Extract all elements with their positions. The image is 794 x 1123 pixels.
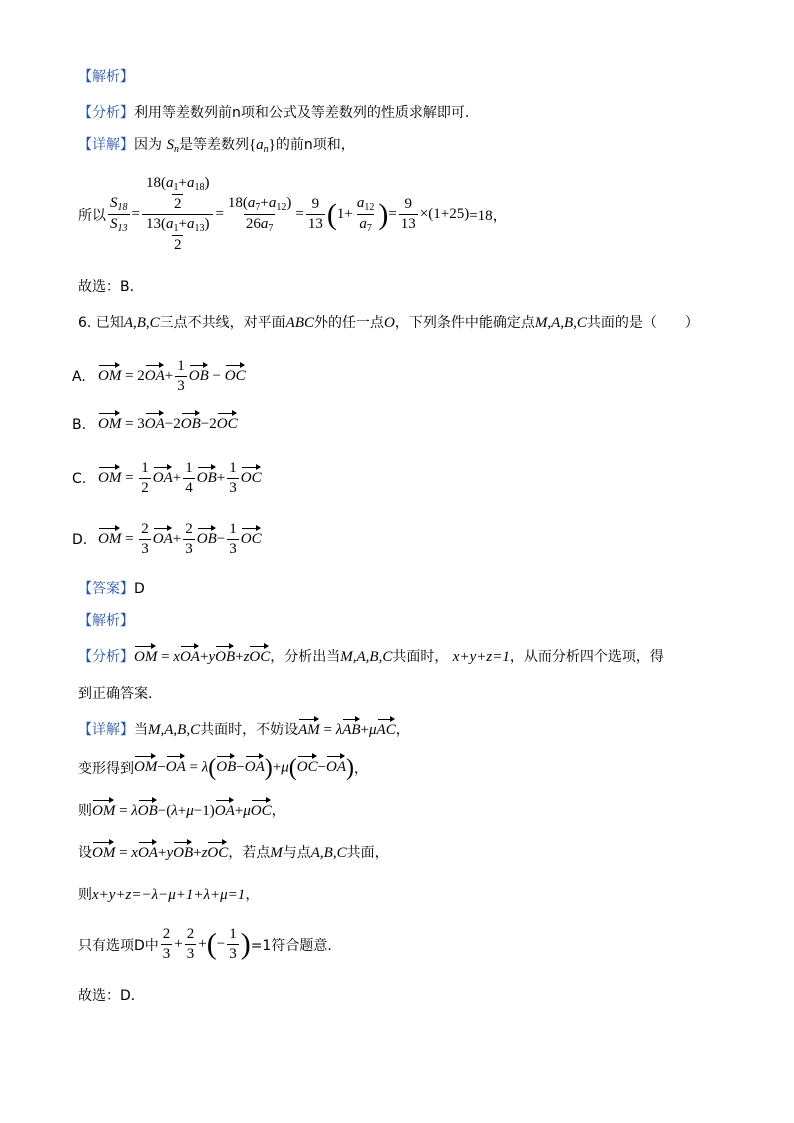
- q6-fenxi-formula: OM = xOA+yOB+zOC: [134, 649, 271, 665]
- q6-answer: [78, 578, 145, 598]
- xiangjie-tag: 【详解】: [78, 137, 134, 153]
- result-tail: =18，: [469, 208, 508, 224]
- option-b-formula: OM = 3OA−2OB−2OC: [98, 416, 238, 432]
- xj4-mid: ，若点: [228, 845, 271, 861]
- option-c-formula: OM = $\frac{1}{2}$ OA+ $\frac{1}{4}$ OB+ $\frac{1}{3}$ OC: [98, 460, 262, 496]
- q6-fenxi-line2: 到正确答案.: [78, 686, 153, 702]
- q6-stem-o: O: [384, 315, 395, 331]
- xj1-pre: 当: [134, 722, 148, 738]
- xj4-mid2: 与点: [282, 845, 311, 861]
- q6-stem-mid1: 三点不共线，对平面: [159, 315, 286, 331]
- xj4-abc: A,B,C: [310, 845, 347, 861]
- prev-guxuan: 故选：B．: [78, 279, 144, 295]
- xj1-post: ，: [395, 722, 410, 738]
- prev-main-equation: [78, 175, 508, 254]
- xj1-mid: 共面时，不妨设: [200, 722, 299, 738]
- q6-fenxi-tail: ，从而分析四个选项，得: [509, 649, 664, 665]
- xj5-post: ，: [245, 887, 260, 903]
- xj4-post: 共面，: [346, 845, 389, 861]
- xj6-formula: $\frac{2}{3}$ + $\frac{2}{3}$ +(− $\frac{1}{3}$ ): [162, 926, 251, 962]
- xj1-formula: AM = λAB+μAC: [298, 722, 396, 738]
- option-d-label: D.: [72, 531, 88, 548]
- xj1-mabc: M,A,B,C: [148, 722, 201, 738]
- q6-xiangjie-tag: 【详解】: [78, 722, 134, 738]
- prev-xiangjie-line: [78, 134, 355, 155]
- xj3-pre: 则: [78, 803, 92, 819]
- q6-fenxi-line: [78, 646, 664, 666]
- xj4-pre: 设: [78, 845, 92, 861]
- xj2-formula: OM−OA = λ(OB−OA)+μ(OC−OA): [134, 755, 355, 781]
- xj6-post: =1符合题意.: [250, 937, 332, 954]
- xj6-pre: 只有选项D中: [78, 937, 159, 954]
- xj5-pre: 则: [78, 887, 92, 903]
- q6-jiexi-tag: 【解析】: [78, 613, 134, 629]
- xj4-formula: OM = xOA+yOB+zOC: [92, 845, 229, 861]
- q6-xiangjie-line5: [78, 884, 259, 904]
- q6-stem-mid2: 外的任一点: [314, 315, 384, 331]
- option-c-label: C.: [72, 470, 87, 487]
- option-d-formula: OM = $\frac{2}{3}$ OA+ $\frac{2}{3}$ OB− $\frac{1}{3}$ OC: [98, 521, 262, 557]
- q6-xiangjie-line4: [78, 842, 389, 862]
- prev-xiangjie-pre: 因为: [134, 137, 162, 153]
- q6-stem-points: A,B,C: [123, 315, 160, 331]
- option-a-formula: OM = 2OA+ $\frac{1}{3}$ OB − OC: [98, 358, 246, 394]
- option-a[interactable]: [72, 358, 246, 395]
- q6-stem-abc: ABC: [285, 315, 314, 331]
- q6-fenxi-mid2: 共面时，: [392, 649, 449, 665]
- q6-fenxi-tag: 【分析】: [78, 649, 134, 665]
- prev-xiangjie-post: 的前n项和，: [275, 137, 355, 153]
- q6-fenxi-mid: ，分析出当: [270, 649, 341, 665]
- sn-symbol: $S_n$: [166, 137, 179, 155]
- q6-xiangjie-line3: [78, 800, 286, 820]
- q6-fenxi-eq: x+y+z=1: [452, 649, 510, 665]
- prev-xiangjie-mid: 是等差数列: [178, 137, 249, 153]
- q6-stem-post: 共面的是（ ）: [586, 315, 699, 331]
- option-c[interactable]: [72, 460, 262, 497]
- q6-xiangjie-line1: [78, 719, 410, 739]
- prev-fenxi-line: [78, 102, 469, 122]
- option-a-label: A.: [72, 368, 86, 385]
- q6-guxuan: 故选：D．: [78, 988, 145, 1004]
- xj3-post: ，: [271, 803, 286, 819]
- option-b-label: B.: [72, 416, 87, 433]
- q6-fenxi-mabc: M,A,B,C: [340, 649, 393, 665]
- q6-stem-pre: 6. 已知: [78, 315, 124, 331]
- prev-fenxi-text: 利用等差数列前n项和公式及等差数列的性质求解即可.: [134, 105, 470, 121]
- q6-stem-mid3: ，下列条件中能确定点: [394, 315, 535, 331]
- answer-value: D: [134, 581, 145, 597]
- jiexi-tag: 【解析】: [78, 69, 134, 85]
- jiexi-heading: [78, 66, 134, 86]
- answer-tag: 【答案】: [78, 581, 134, 597]
- xj2-post: ，: [354, 761, 369, 777]
- option-d[interactable]: [72, 521, 262, 558]
- q6-stem: [78, 312, 699, 332]
- an-sequence: $\{a_n\}$: [248, 137, 276, 155]
- xj5-eq: x+y+z=−λ−μ+1+λ+μ=1: [92, 887, 246, 903]
- xj2-pre: 变形得到: [78, 761, 134, 777]
- option-b[interactable]: [72, 416, 238, 433]
- q6-xiangjie-line6: [78, 926, 332, 963]
- q6-xiangjie-line2: [78, 756, 368, 780]
- q6-stem-mabc: M,A,B,C: [534, 315, 587, 331]
- xj3-formula: OM = λOB−(λ+μ−1)OA+μOC: [92, 803, 272, 819]
- sum-ratio-formula: $\frac{S_{18}}{S_{13}}$ = $\frac{\frac{18(a_1+a_{18})}{2}}{\frac{13(a_1+a_{13})}{2}}$ = $\frac{18(a_7+a_{12})}{26a_7}$ = $\frac{9}{13}$ ( 1+ $\frac{a_{12}}{a_7}$ ) = $\frac{9}{13}$ ×(1+25) =18，: [110, 175, 508, 253]
- xj4-m: M: [270, 845, 283, 861]
- fenxi-tag: 【分析】: [78, 105, 134, 121]
- q6-jiexi-heading: [78, 610, 134, 630]
- suoyi-label: 所以: [78, 207, 106, 224]
